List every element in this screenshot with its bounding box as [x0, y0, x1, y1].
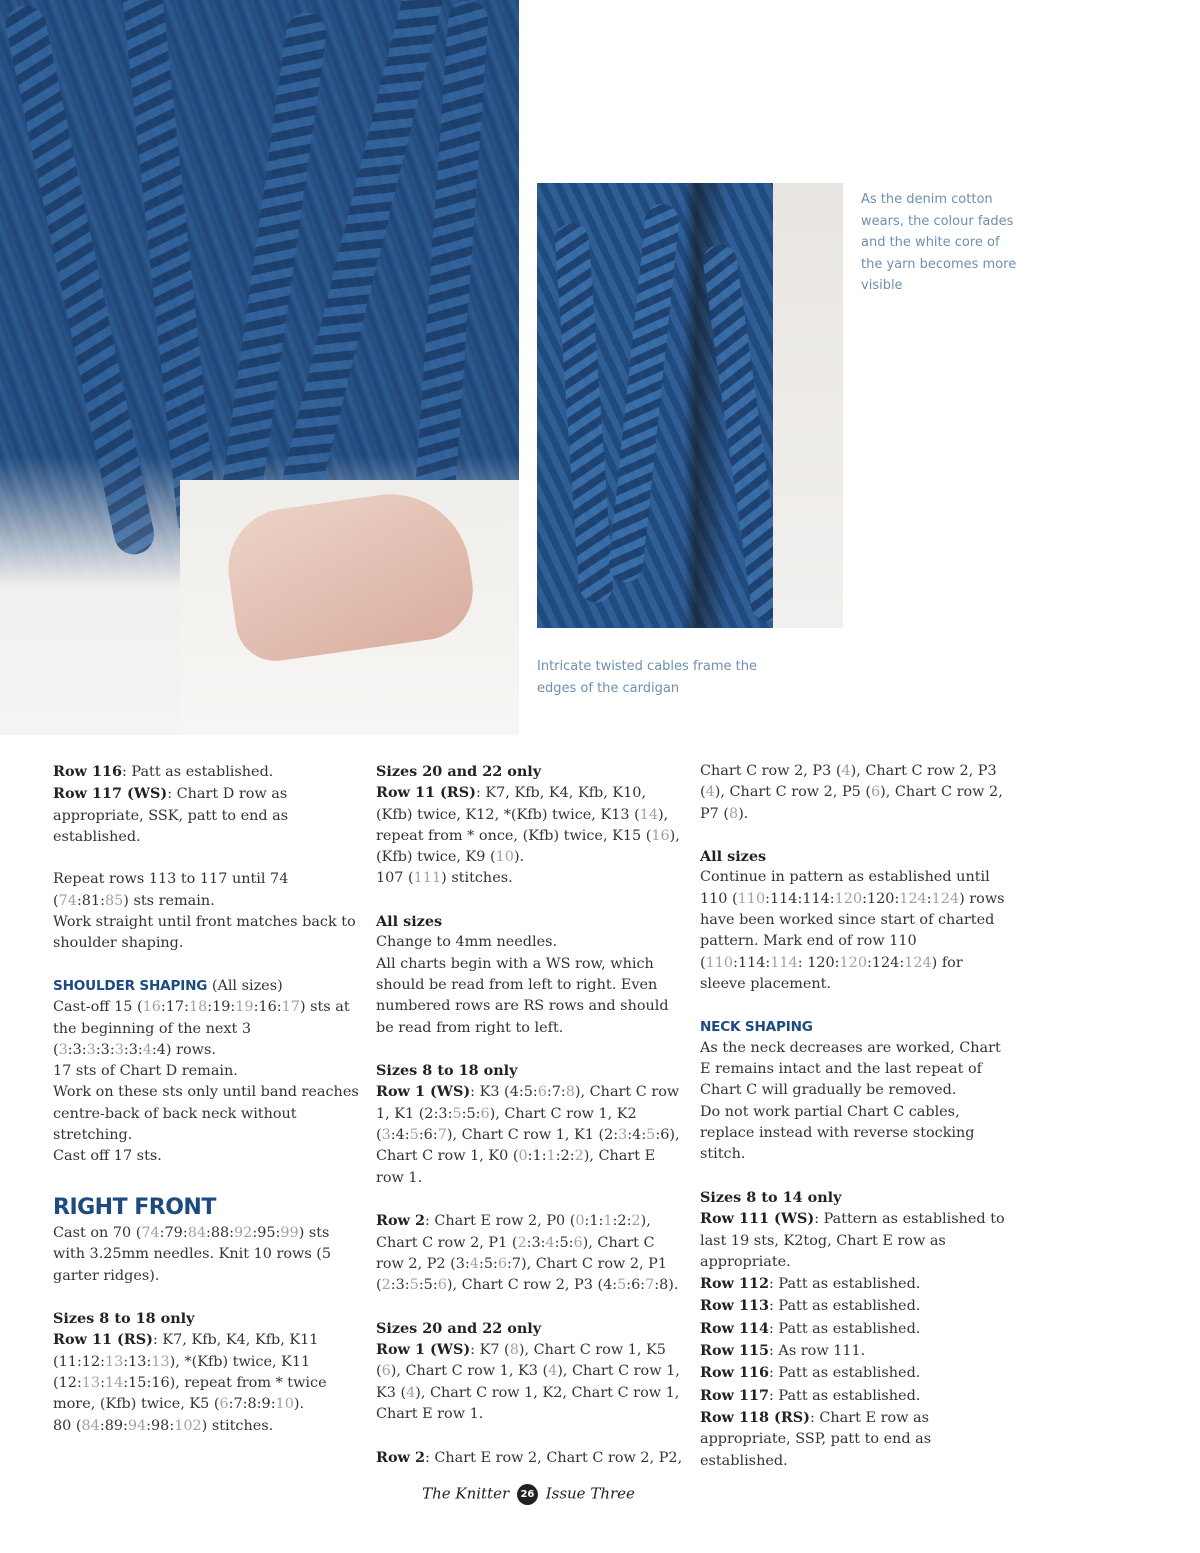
sizes-8-14-heading: Sizes 8 to 14 only — [700, 1188, 842, 1206]
continue-instruction: Continue in pattern as established until 110 (110:114:114:120:120:124:124) rows have been worked since start of charted pattern. Mark end of row 110 (110:114:114: 120:120:124:124) for sleeve placement. — [700, 869, 1005, 992]
sts-remain-note: 17 sts of Chart D remain. — [53, 1063, 238, 1080]
cast-off-17-instruction: Cast off 17 sts. — [53, 1148, 162, 1165]
sizes-8-18-heading: Sizes 8 to 18 only — [53, 1310, 195, 1328]
issue-label: Issue Three — [545, 1484, 635, 1503]
partial-cables-note: Do not work partial Chart C cables, replace instead with reverse stocking stitch. — [700, 1103, 975, 1163]
stitch-count-80: 80 (84:89:94:98:102) stitches. — [53, 1417, 274, 1434]
all-sizes-heading: All sizes — [376, 913, 443, 931]
row-2-instruction: Row 2: Chart E row 2, P0 (0:1:1:2:2), Chart C row 2, P1 (2:3:4:5:6), Chart C row 2, P2 (3:4:5:6:7), Chart C row 2, P1 (2:3:5:5:6), Chart C row 2, P3 (4:5:6:7:8). — [376, 1212, 679, 1294]
pattern-column-1 — [53, 761, 361, 1437]
row-117-instruction: Row 117 (WS): Chart D row as appropriate, SSK, patt to end as established. — [53, 785, 289, 845]
sizes-8-18-heading-2: Sizes 8 to 18 only — [376, 1062, 518, 1080]
charts-note: All charts begin with a WS row, which should be read from left to right. Even numbered rows are RS rows and should be read from right to left. — [376, 955, 669, 1036]
row-114-instruction: Row 114: Patt as established. — [700, 1319, 921, 1337]
work-straight-instruction: Work straight until front matches back to shoulder shaping. — [53, 914, 356, 952]
page-number: 26 — [517, 1484, 538, 1505]
row-11-large-instruction: Row 11 (RS): K7, Kfb, K4, Kfb, K10, (Kfb) twice, K12, *(Kfb) twice, K13 (14), repeat from * once, (Kfb) twice, K15 (16), (Kfb) twice, K9 (10). — [376, 784, 680, 866]
row-1-large-instruction: Row 1 (WS): K7 (8), Chart C row 1, K5 (6), Chart C row 1, K3 (4), Chart C row 1, K3 (4), Chart C row 1, K2, Chart C row 1, Chart E row 1. — [376, 1341, 680, 1422]
row-113-instruction: Row 113: Patt as established. — [700, 1297, 921, 1315]
all-sizes-heading-2: All sizes — [700, 848, 767, 866]
repeat-instruction: Repeat rows 113 to 117 until 74 (74:81:85) sts remain. — [53, 871, 289, 909]
cast-off-instruction: Cast-off 15 (16:17:18:19:19:16:17) sts at the beginning of the next 3 (3:3:3:3:3:3:4:4) rows. — [53, 999, 350, 1058]
row-118-instruction: Row 118 (RS): Chart E row as appropriate, SSP, patt to end as established. — [700, 1408, 932, 1469]
magazine-name: The Knitter — [422, 1484, 510, 1503]
photo-caption-edges: Intricate twisted cables frame the edges of the cardigan — [537, 659, 757, 696]
right-front-heading: RIGHT FRONT — [53, 1194, 216, 1220]
neck-shaping-text: As the neck decreases are worked, Chart E remains intact and the last repeat of Chart C will gradually be removed. — [700, 1039, 1001, 1099]
photo-caption-detail: As the denim cotton wears, the colour fades and the white core of the yarn becomes more visible — [861, 192, 1017, 293]
band-instruction: Work on these sts only until band reaches centre-back of back neck without stretching. — [53, 1084, 359, 1144]
row-115-instruction: Row 115: As row 111. — [700, 1342, 866, 1360]
pattern-column-2 — [376, 761, 684, 1469]
pattern-column-3 — [700, 761, 1008, 1472]
row-11-instruction: Row 11 (RS): K7, Kfb, K4, Kfb, K11 (11:12:13:13:13), *(Kfb) twice, K11 (12:13:14:15:16), repeat from * twice more, (Kfb) twice, K5 (6:7:8:9:10). — [53, 1331, 327, 1413]
row-117-instruction-2: Row 117: Patt as established. — [700, 1386, 921, 1404]
neck-shaping-heading: NECK SHAPING — [700, 1018, 813, 1035]
row-111-instruction: Row 111 (WS): Pattern as established to last 19 sts, K2tog, Chart E row as appropriate. — [700, 1210, 1005, 1270]
row-116-instruction: Row 116: Patt as established. — [53, 763, 274, 780]
row-112-instruction: Row 112: Patt as established. — [700, 1275, 921, 1293]
cast-on-instruction: Cast on 70 (74:79:84:88:92:95:99) sts with 3.25mm needles. Knit 10 rows (5 garter ridges). — [53, 1224, 332, 1284]
needles-instruction: Change to 4mm needles. — [376, 934, 558, 951]
shoulder-shaping-heading: SHOULDER SHAPING (All sizes) — [53, 977, 283, 994]
sizes-20-22-heading-2: Sizes 20 and 22 only — [376, 1319, 542, 1337]
page-footer — [0, 1484, 1057, 1505]
sizes-20-22-heading: Sizes 20 and 22 only — [376, 763, 542, 780]
row-116-instruction-2: Row 116: Patt as established. — [700, 1364, 921, 1382]
main-cardigan-photo — [0, 0, 519, 735]
stitch-count-107: 107 (111) stitches. — [376, 870, 513, 887]
row-2-large-instruction: Row 2: Chart E row 2, Chart C row 2, P2, — [376, 1448, 683, 1466]
cable-detail-photo — [537, 183, 843, 628]
row-1-instruction: Row 1 (WS): K3 (4:5:6:7:8), Chart C row 1, K1 (2:3:5:5:6), Chart C row 1, K2 (3:4:5:6:7), Chart C row 1, K1 (2:3:4:5:6), Chart C row 1, K0 (0:1:1:2:2), Chart E row 1. — [376, 1083, 680, 1186]
row-2-continued: Chart C row 2, P3 (4), Chart C row 2, P3 (4), Chart C row 2, P5 (6), Chart C row 2, P7 (8). — [700, 763, 1003, 822]
